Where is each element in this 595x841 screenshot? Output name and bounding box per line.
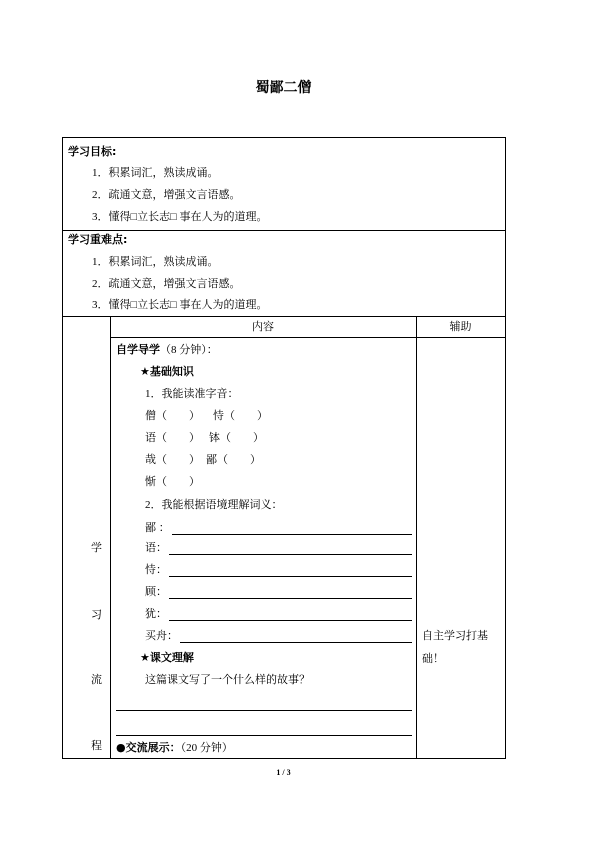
aux-note-line: 自主学习打基 — [422, 630, 488, 642]
answer-line — [169, 565, 412, 577]
objective-item: 1．积累词汇，熟读成诵。 — [92, 167, 219, 179]
side-label-char: 学 — [91, 542, 102, 554]
vocab-fill-row — [145, 585, 412, 599]
vocab-term: 犹： — [145, 608, 167, 620]
pronunciation-prompt: 1．我能读准字音： — [145, 388, 239, 400]
difficulties-heading: 学习重难点: — [68, 233, 128, 246]
pronunciation-blank: 鄙（ ） — [206, 454, 261, 466]
difficulty-item: 1．积累词汇，熟读成诵。 — [92, 256, 219, 268]
vocab-fill-row — [145, 629, 412, 643]
difficulty-item: 2．疏通文意，增强文言语感。 — [92, 278, 241, 290]
pronunciation-blank: 钵（ ） — [209, 432, 264, 444]
pronunciation-blank: 惭（ ） — [145, 476, 200, 488]
self-study-line — [116, 343, 218, 357]
column-divider-aux — [416, 316, 417, 758]
answer-line — [172, 523, 412, 535]
self-study-duration: （8 分钟）： — [160, 344, 218, 356]
objectives-heading: 学习目标: — [68, 145, 117, 158]
exchange-label: ●交流展示： — [116, 741, 181, 754]
header-divider — [110, 337, 505, 338]
column-divider-side — [110, 316, 111, 758]
vocab-fill-row — [145, 521, 412, 535]
row-divider-objectives — [62, 230, 505, 231]
difficulty-item: 3．懂得□立长志□ 事在人为的道理。 — [92, 299, 268, 311]
comprehension-heading: ★课文理解 — [140, 651, 194, 664]
side-label-char: 程 — [91, 740, 102, 752]
column-header-aux: 辅助 — [449, 321, 472, 333]
comprehension-question: 这篇课文写了一个什么样的故事？ — [145, 674, 310, 686]
aux-note-line: 础！ — [422, 653, 444, 665]
answer-line — [116, 710, 412, 711]
exchange-line — [116, 741, 233, 755]
answer-line — [169, 609, 412, 621]
basics-heading: ★基础知识 — [140, 365, 194, 378]
objective-item: 3．懂得□立长志□ 事在人为的道理。 — [92, 211, 268, 223]
answer-line — [169, 587, 412, 599]
vocab-term: 语： — [145, 542, 167, 554]
self-study-label: 自学导学 — [116, 343, 160, 356]
vocab-term: 鄙 ： — [145, 522, 170, 534]
side-label-char: 流 — [91, 674, 102, 686]
pronunciation-blank: 哉（ ） — [145, 454, 200, 466]
vocab-term: 顾： — [145, 586, 167, 598]
exchange-duration: （20 分钟） — [180, 742, 233, 754]
vocab-fill-row — [145, 607, 412, 621]
vocab-term: 恃： — [145, 564, 167, 576]
vocab-term: 买舟： — [145, 630, 178, 642]
pronunciation-blank: 僧（ ） — [145, 410, 200, 422]
column-header-content: 内容 — [252, 321, 274, 333]
document-title: 蜀鄙二僧 — [255, 80, 312, 96]
vocab-fill-row — [145, 541, 412, 555]
pronunciation-blank: 恃（ ） — [213, 410, 268, 422]
objective-item: 2．疏通文意，增强文言语感。 — [92, 189, 241, 201]
answer-line — [116, 735, 412, 736]
pronunciation-blank: 语（ ） — [145, 432, 200, 444]
answer-line — [180, 631, 412, 643]
row-divider-difficulties — [62, 316, 505, 317]
vocab-fill-row — [145, 563, 412, 577]
side-label-char: 习 — [91, 609, 102, 621]
answer-line — [169, 543, 412, 555]
page-number: 1 / 3 — [276, 768, 291, 777]
vocabulary-prompt: 2．我能根据语境理解词义： — [145, 499, 283, 511]
